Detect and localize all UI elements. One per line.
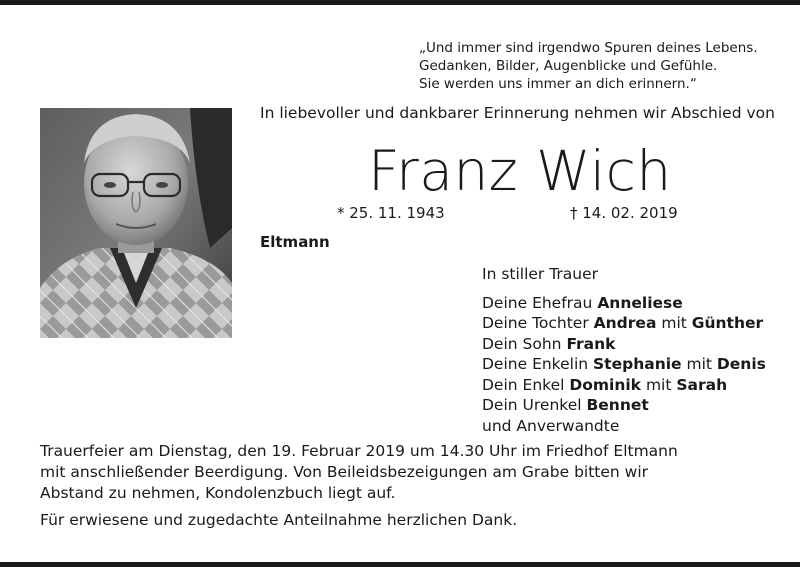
mourner-name: Bennet xyxy=(586,396,649,414)
joiner-word: mit xyxy=(661,314,687,332)
relation-label: Deine Tochter xyxy=(482,314,589,332)
partner-name: Günther xyxy=(691,314,764,332)
intro-text: In liebevoller und dankbarer Erinnerung nehmen wir Abschied von xyxy=(260,104,775,122)
funeral-details xyxy=(40,441,780,531)
mourner-name: Stephanie xyxy=(593,355,682,373)
mourner-line xyxy=(482,395,766,416)
mourners-heading: In stiller Trauer xyxy=(482,265,599,283)
quote-line: Gedanken, Bilder, Augenblicke und Gefühle. xyxy=(419,58,718,74)
death-date: † 14. 02. 2019 xyxy=(570,204,678,222)
footer-line: Trauerfeier am Dienstag, den 19. Februar 2019 um 14.30 Uhr im Friedhof Eltmann xyxy=(40,442,678,460)
mourner-line xyxy=(482,354,766,375)
joiner-word: mit xyxy=(645,375,672,394)
mourner-name: Andrea xyxy=(593,314,657,332)
relation-label: Deine Enkelin xyxy=(482,355,589,373)
hometown: Eltmann xyxy=(260,233,330,251)
relation-label: Dein Enkel xyxy=(482,375,565,394)
memorial-quote xyxy=(419,39,789,93)
thanks-line: Für erwiesene und zugedachte Anteilnahme herzlichen Dank. xyxy=(40,511,518,529)
quote-line: Sie werden uns immer an dich erinnern.“ xyxy=(419,76,697,92)
mourner-line xyxy=(482,334,766,355)
mourner-name: Dominik xyxy=(569,375,641,394)
relation-label: Dein Urenkel xyxy=(482,396,582,414)
mourner-line xyxy=(482,375,766,396)
deceased-name: Franz Wich xyxy=(368,139,672,203)
mourner-name: Anneliese xyxy=(597,293,683,312)
footer-line: Abstand zu nehmen, Kondolenzbuch liegt auf. xyxy=(40,484,396,502)
footer-line: mit anschließender Beerdigung. Von Beileidsbezeigungen am Grabe bitten wir xyxy=(40,463,649,481)
partner-name: Denis xyxy=(716,355,766,373)
mourner-name: Frank xyxy=(566,334,616,353)
quote-line: „Und immer sind irgendwo Spuren deines Lebens. xyxy=(419,40,758,56)
birth-date: * 25. 11. 1943 xyxy=(337,204,445,222)
mourners-block xyxy=(482,264,766,436)
relation-label: Deine Ehefrau xyxy=(482,293,593,312)
mourners-closing: und Anverwandte xyxy=(482,416,620,435)
relation-label: Dein Sohn xyxy=(482,334,562,353)
portrait-photo xyxy=(40,108,232,338)
mourner-line xyxy=(482,293,766,314)
partner-name: Sarah xyxy=(676,375,728,394)
joiner-word: mit xyxy=(686,355,712,373)
mourner-line xyxy=(482,313,766,334)
